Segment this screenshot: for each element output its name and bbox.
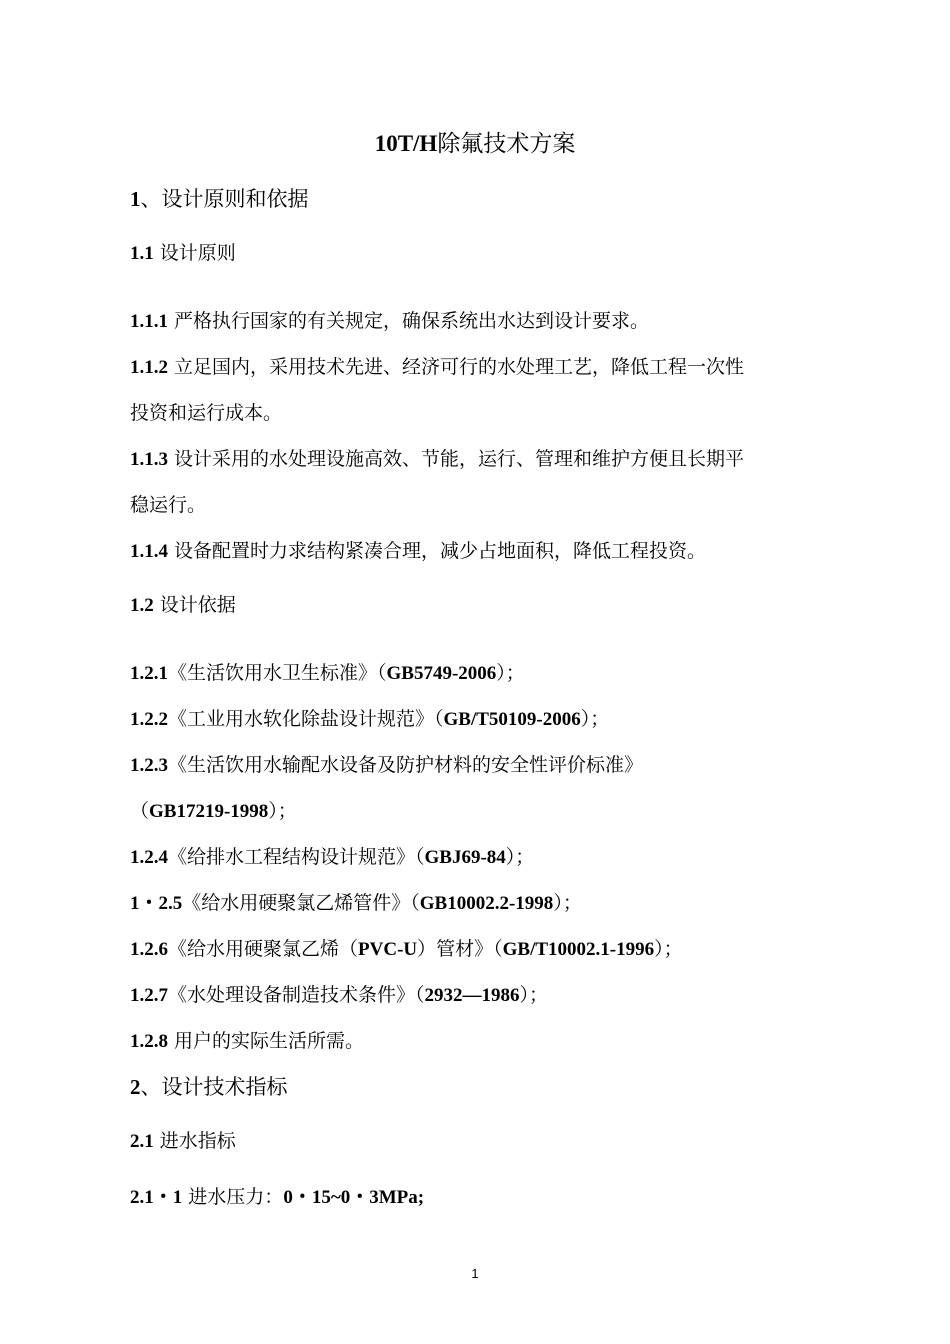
paragraph-1-1-3-cont: 稳运行。	[130, 494, 207, 516]
heading-1: 1、设计原则和依据	[130, 187, 309, 211]
heading-2: 2、设计技术指标	[130, 1075, 288, 1099]
reference-1-2-6: 1.2.6《给水用硬聚氯乙烯（PVC-U）管材》（GB/T10002.1-1996）；	[130, 938, 683, 960]
heading-1-2: 1.2 设计依据	[130, 594, 236, 616]
paragraph-1-1-4: 1.1.4 设备配置时力求结构紧凑合理，减少占地面积，降低工程投资。	[130, 540, 707, 562]
reference-1-2-3-cont: （GB17219-1998）；	[130, 800, 297, 822]
title-number: 10T/H	[374, 131, 438, 156]
reference-1-2-3: 1.2.3《生活饮用水输配水设备及防护材料的安全性评价标准》	[130, 754, 644, 776]
heading-2-1: 2.1 进水指标	[130, 1130, 236, 1152]
heading-1-1: 1.1 设计原则	[130, 242, 236, 264]
reference-1-2-7: 1.2.7《水处理设备制造技术条件》（2932—1986）；	[130, 984, 549, 1006]
reference-1-2-4: 1.2.4《给排水工程结构设计规范》（GBJ69-84）；	[130, 846, 535, 868]
document-title	[0, 128, 950, 160]
paragraph-1-1-3: 1.1.3 设计采用的水处理设施高效、节能，运行、管理和维护方便且长期平	[130, 448, 745, 470]
paragraph-1-1-2-cont: 投资和运行成本。	[130, 402, 283, 424]
paragraph-2-1-1: 2.1・1 进水压力：0・15~0・3MPa;	[130, 1186, 425, 1208]
paragraph-1-1-2: 1.1.2 立足国内，采用技术先进、经济可行的水处理工艺，降低工程一次性	[130, 356, 745, 378]
reference-1-2-1: 1.2.1《生活饮用水卫生标准》（GB5749-2006）；	[130, 662, 525, 684]
page-number: 1	[471, 1266, 479, 1281]
reference-1-2-2: 1.2.2《工业用水软化除盐设计规范》（GB/T50109-2006）；	[130, 708, 610, 730]
title-text: 除氟技术方案	[437, 131, 576, 157]
paragraph-1-1-1: 1.1.1 严格执行国家的有关规定，确保系统出水达到设计要求。	[130, 310, 650, 332]
reference-1-2-8: 1.2.8 用户的实际生活所需。	[130, 1030, 365, 1052]
reference-1-2-5: 1・2.5《给水用硬聚氯乙烯管件》（GB10002.2-1998）；	[130, 892, 582, 914]
